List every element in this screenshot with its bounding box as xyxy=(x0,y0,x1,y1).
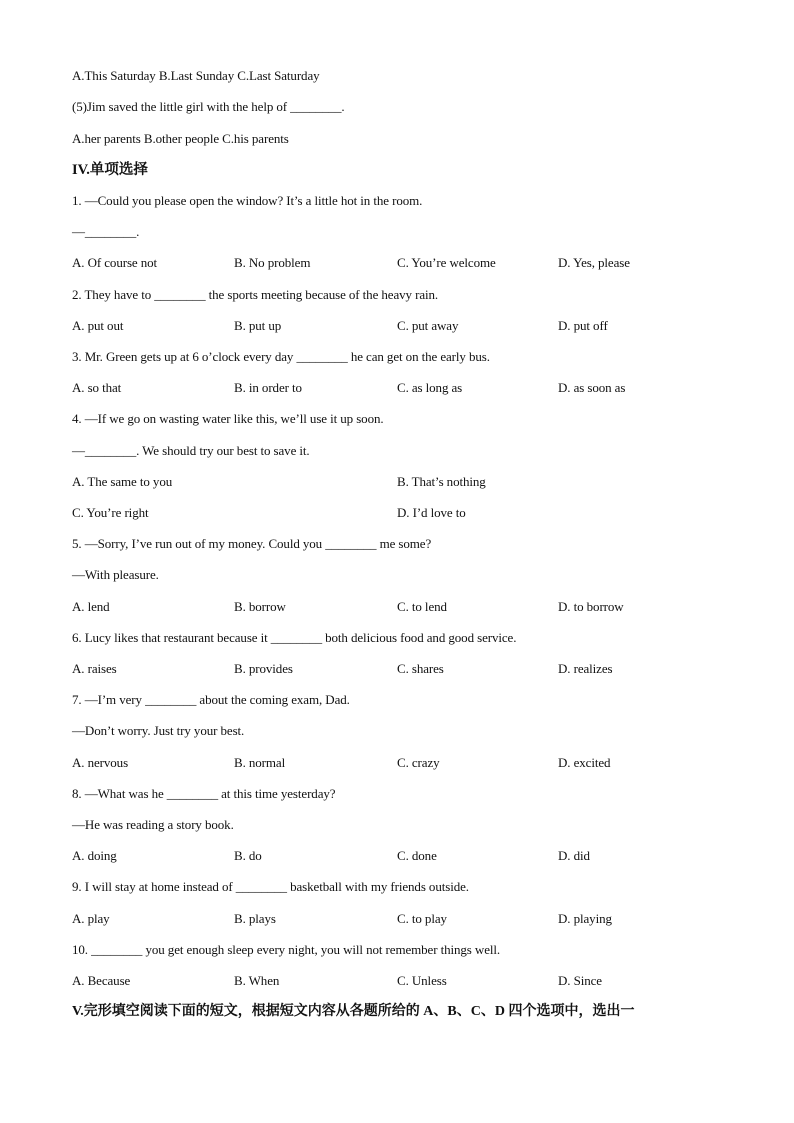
question-4-stem: 4. —If we go on wasting water like this, we’ll use it up soon. xyxy=(72,411,384,426)
q10-option-c: C. Unless xyxy=(397,973,447,988)
q4-options-line: A.This Saturday B.Last Sunday C.Last Saturday xyxy=(72,68,320,83)
q5-option-a: A. lend xyxy=(72,599,110,614)
q10-option-a: A. Because xyxy=(72,973,131,988)
q2-option-d: D. put off xyxy=(558,318,608,333)
question-9-stem: 9. I will stay at home instead of ________ basketball with my friends outside. xyxy=(72,879,469,894)
question-1-reply: —________. xyxy=(72,224,140,239)
q4-option-c: C. You’re right xyxy=(72,505,149,520)
q5-question: (5)Jim saved the little girl with the help of ________. xyxy=(72,99,345,114)
q1-option-a: A. Of course not xyxy=(72,255,158,270)
q1-option-d: D. Yes, please xyxy=(558,255,630,270)
q4-option-a: A. The same to you xyxy=(72,474,173,489)
q2-option-c: C. put away xyxy=(397,318,459,333)
question-2-stem: 2. They have to ________ the sports meeting because of the heavy rain. xyxy=(72,287,439,302)
q10-option-d: D. Since xyxy=(558,973,602,988)
q7-option-b: B. normal xyxy=(234,755,286,770)
q1-option-c: C. You’re welcome xyxy=(397,255,496,270)
section-4-heading: IV.单项选择 xyxy=(72,162,148,178)
question-7-reply: —Don’t worry. Just try your best. xyxy=(72,723,245,738)
question-4-reply: —________. We should try our best to save it. xyxy=(72,443,310,458)
q7-option-c: C. crazy xyxy=(397,755,440,770)
question-5-reply: —With pleasure. xyxy=(72,567,159,582)
q5-option-b: B. borrow xyxy=(234,599,286,614)
q3-option-a: A. so that xyxy=(72,380,122,395)
q9-option-a: A. play xyxy=(72,911,110,926)
question-10-stem: 10. ________ you get enough sleep every night, you will not remember things well. xyxy=(72,942,501,957)
q5-option-d: D. to borrow xyxy=(558,599,624,614)
q3-option-c: C. as long as xyxy=(397,380,463,395)
q8-option-a: A. doing xyxy=(72,848,117,863)
question-1-stem: 1. —Could you please open the window? It’s a little hot in the room. xyxy=(72,193,423,208)
q6-option-a: A. raises xyxy=(72,661,117,676)
q6-option-d: D. realizes xyxy=(558,661,613,676)
question-8-reply: —He was reading a story book. xyxy=(72,817,234,832)
q2-option-b: B. put up xyxy=(234,318,282,333)
q1-option-b: B. No problem xyxy=(234,255,311,270)
q8-option-d: D. did xyxy=(558,848,590,863)
section-5-heading: V.完形填空阅读下面的短文，根据短文内容从各题所给的 A、B、C、D 四个选项中，选出一 xyxy=(72,1004,635,1019)
q7-option-a: A. nervous xyxy=(72,755,129,770)
q9-option-d: D. playing xyxy=(558,911,612,926)
q4-option-b: B. That’s nothing xyxy=(397,474,486,489)
q7-option-d: D. excited xyxy=(558,755,611,770)
q8-option-b: B. do xyxy=(234,848,262,863)
q5-options-line: A.her parents B.other people C.his parents xyxy=(72,131,289,146)
question-7-stem: 7. —I’m very ________ about the coming exam, Dad. xyxy=(72,692,350,707)
q3-option-b: B. in order to xyxy=(234,380,302,395)
q2-option-a: A. put out xyxy=(72,318,124,333)
question-3-stem: 3. Mr. Green gets up at 6 o’clock every day ________ he can get on the early bus. xyxy=(72,349,490,364)
q6-option-b: B. provides xyxy=(234,661,293,676)
q6-option-c: C. shares xyxy=(397,661,444,676)
question-6-stem: 6. Lucy likes that restaurant because it ________ both delicious food and good service. xyxy=(72,630,517,645)
q8-option-c: C. done xyxy=(397,848,437,863)
q4-option-d: D. I’d love to xyxy=(397,505,466,520)
q10-option-b: B. When xyxy=(234,973,280,988)
q9-option-b: B. plays xyxy=(234,911,276,926)
question-5-stem: 5. —Sorry, I’ve run out of my money. Could you ________ me some? xyxy=(72,536,432,551)
q9-option-c: C. to play xyxy=(397,911,447,926)
question-8-stem: 8. —What was he ________ at this time yesterday? xyxy=(72,786,336,801)
q5-option-c: C. to lend xyxy=(397,599,447,614)
q3-option-d: D. as soon as xyxy=(558,380,626,395)
